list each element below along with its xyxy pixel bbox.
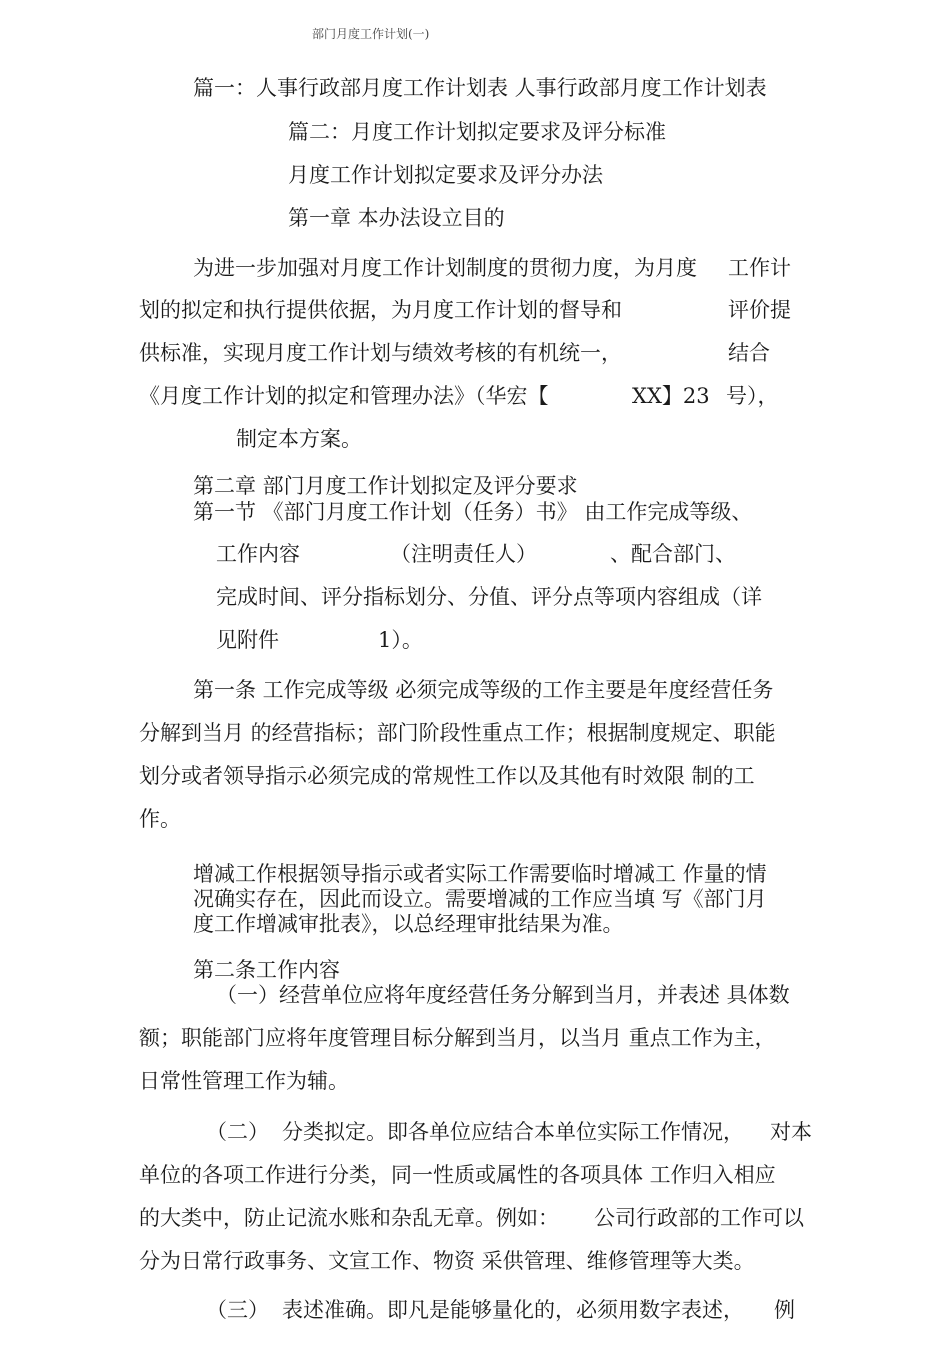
title-line: 篇一：人事行政部月度工作计划表 人事行政部月度工作计划表 — [193, 76, 767, 100]
body-text: 为进一步加强对月度工作计划制度的贯彻力度，为月度 — [193, 256, 697, 280]
body-text: 分类拟定。即各单位应结合本单位实际工作情况， — [282, 1120, 744, 1144]
body-text: （注明责任人） — [390, 542, 537, 566]
body-text: 的大类中，防止记流水账和杂乱无章。例如： — [139, 1206, 559, 1230]
body-text: 号）， — [726, 384, 779, 408]
body-text: 分为日常行政事务、文宣工作、物资 采供管理、维修管理等大类。 — [139, 1249, 755, 1273]
body-text: 公司行政部的工作可以 — [594, 1206, 804, 1230]
body-text: 例 — [774, 1298, 795, 1322]
body-text: 划分或者领导指示必须完成的常规性工作以及其他有时效限 制的工 — [139, 764, 755, 788]
body-text: 况确实存在，因此而设立。需要增减的工作应当填 写《部门月 — [193, 887, 767, 911]
body-text: 1）。 — [378, 628, 423, 652]
body-text: 结合 — [728, 341, 770, 365]
body-text: 《月度工作计划的拟定和管理办法》（华宏【 — [139, 384, 549, 408]
body-text: （二） — [206, 1120, 269, 1144]
body-text: 工作计 — [728, 256, 791, 280]
body-text: 完成时间、评分指标划分、分值、评分点等项内容组成（详 — [216, 585, 762, 609]
subtitle-line: 月度工作计划拟定要求及评分办法 — [288, 163, 603, 187]
body-text: （三） — [206, 1298, 269, 1322]
running-header: 部门月度工作计划(一) — [312, 27, 430, 41]
article-line: 第一条 工作完成等级 必须完成等级的工作主要是年度经营任务 — [193, 678, 774, 702]
body-text: 对本 — [770, 1120, 812, 1144]
body-text: （一）经营单位应将年度经营任务分解到当月，并表述 具体数 — [216, 983, 790, 1007]
body-text: 增减工作根据领导指示或者实际工作需要临时增减工 作量的情 — [193, 862, 767, 886]
article-line: 第二条工作内容 — [193, 958, 340, 982]
body-text: 表述准确。即凡是能够量化的，必须用数字表述， — [282, 1298, 744, 1322]
body-text: 单位的各项工作进行分类，同一性质或属性的各项具体 工作归入相应 — [139, 1163, 776, 1187]
body-text: 评价提 — [728, 298, 791, 322]
section-heading: 第一节 《部门月度工作计划（任务）书》 由工作完成等级、 — [193, 500, 753, 524]
body-text: 工作内容 — [216, 542, 300, 566]
body-text: 分解到当月 的经营指标；部门阶段性重点工作；根据制度规定、职能 — [139, 721, 776, 745]
body-text: 、配合部门、 — [610, 542, 736, 566]
body-text: 见附件 — [216, 628, 279, 652]
subtitle-line: 篇二：月度工作计划拟定要求及评分标准 — [288, 120, 666, 144]
body-text: 作。 — [139, 807, 181, 831]
chapter-heading: 第二章 部门月度工作计划拟定及评分要求 — [193, 474, 578, 498]
body-text: 供标准，实现月度工作计划与绩效考核的有机统一， — [139, 341, 622, 365]
body-text: 日常性管理工作为辅。 — [139, 1069, 349, 1093]
body-text: 额；职能部门应将年度管理目标分解到当月，以当月 重点工作为主， — [139, 1026, 776, 1050]
body-text: 制定本方案。 — [236, 427, 362, 451]
chapter-heading: 第一章 本办法设立目的 — [288, 206, 505, 230]
body-text: XX】23 — [632, 384, 710, 408]
body-text: 度工作增减审批表》，以总经理审批结果为准。 — [193, 912, 624, 936]
body-text: 划的拟定和执行提供依据，为月度工作计划的督导和 — [139, 298, 622, 322]
